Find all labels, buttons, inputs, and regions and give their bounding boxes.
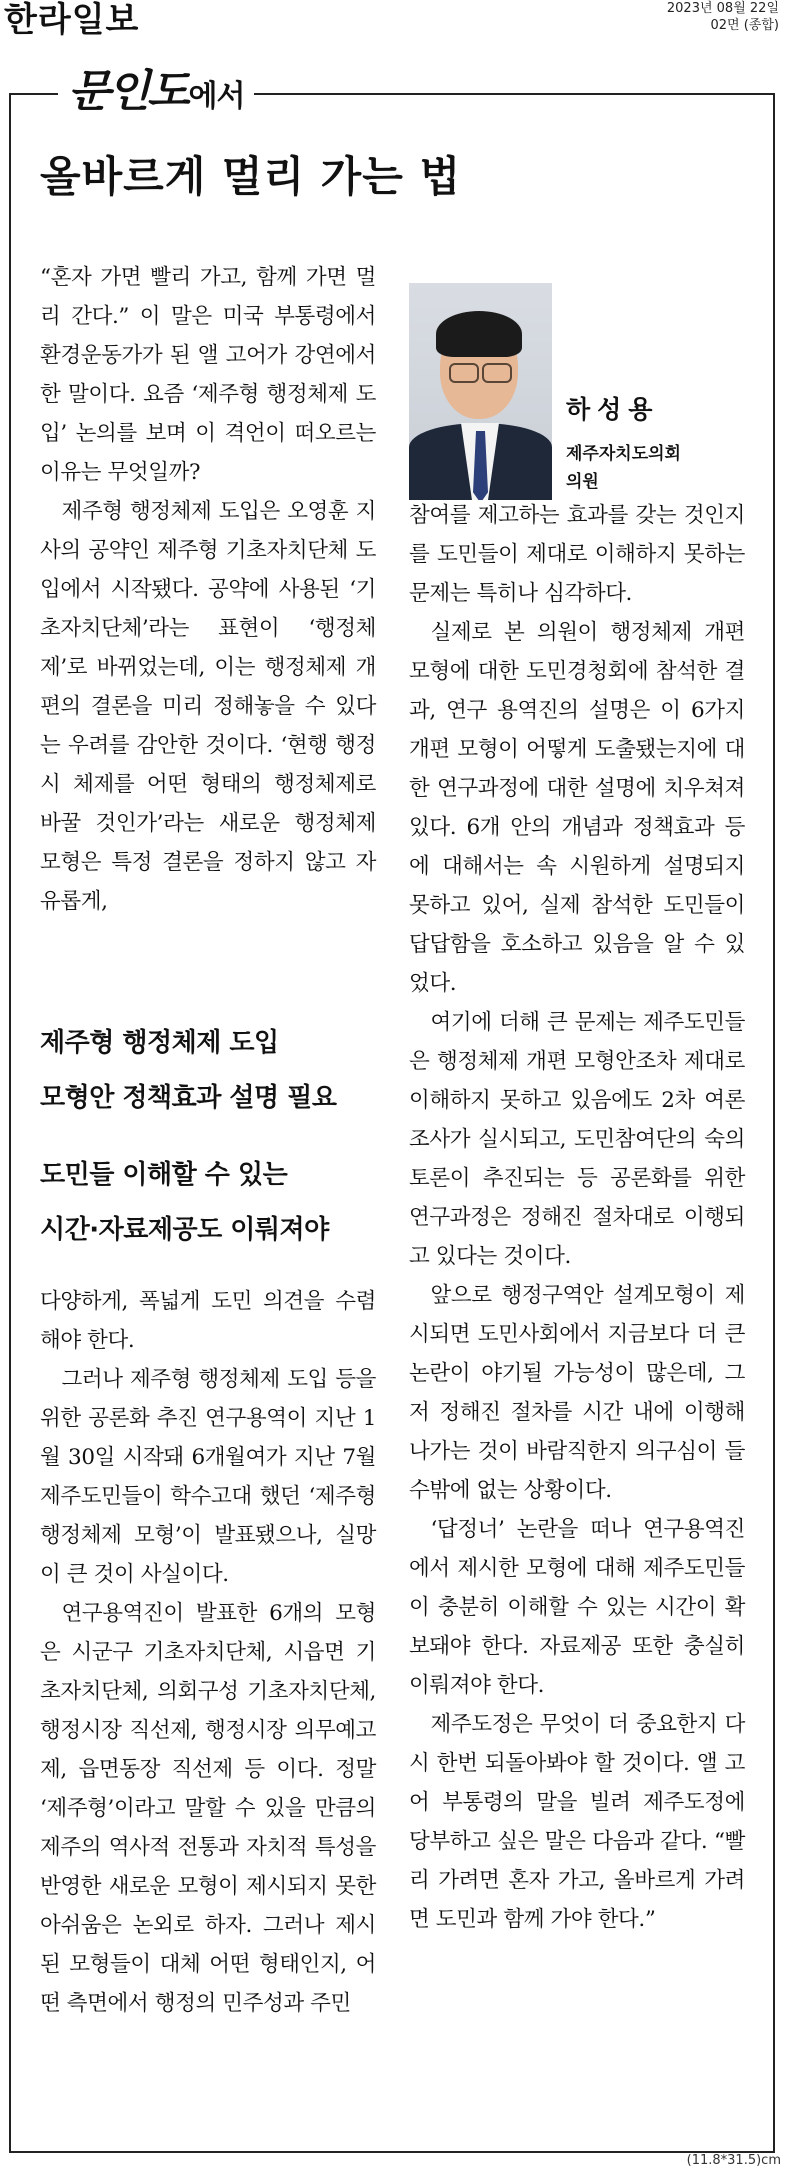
pull-quote-line: 모형안 정책효과 설명 필요 (40, 1083, 337, 1113)
pull-quote-line: 제주형 행정체제 도입 (40, 1028, 279, 1058)
paragraph: 참여를 제고하는 효과를 갖는 것인지를 도민들이 제대로 이해하지 못하는 문제는 특히나 심각하다. (409, 503, 745, 606)
pull-quote-line: 도민들 이해할 수 있는 (40, 1160, 288, 1190)
paragraph: 앞으로 행정구역안 설계모형이 제시되면 도민사회에서 지금보다 더 큰 논란이 야기될 가능성이 많은데, 그저 정해진 절차를 시간 내에 이행해 나가는 것이 바람직한지 의구심이 들 수밖에 없는 상황이다. (409, 1283, 745, 1503)
page-number: 02면 (종합) (710, 18, 779, 33)
section-tag (58, 66, 254, 118)
author-photo (409, 283, 552, 500)
paragraph: 연구용역진이 발표한 6개의 모형은 시군구 기초자치단체, 시읍면 기초자치단체, 의회구성 기초자치단체, 행정시장 직선제, 행정시장 의무예고제, 읍면동장 직선제 등 이다. 정말 ‘제주형’이라고 말할 수 있을 만큼의 제주의 역사적 전통과 자치적 특성을 반영한 새로운 모형이 제시되지 못한 아쉬움은 논외로 하자. 그러나 제시된 모형들이 대체 어떤 형태인지, 어떤 측면에서 행정의 민주성과 주민 (40, 1601, 376, 2016)
pull-quote-line: 시간·자료제공도 이뤄져야 (40, 1215, 329, 1245)
author-name: 하성용 (566, 395, 660, 424)
masthead (0, 0, 787, 44)
paragraph: 제주도정은 무엇이 더 중요한지 다시 한번 되돌아봐야 할 것이다. 앨 고어 부통령의 말을 빌려 제주도정에 당부하고 싶은 말은 다음과 같다. “빨리 가려면 혼자 가고, 올바르게 가려면 도민과 함께 가야 한다.” (409, 1712, 745, 1932)
publication-date: 2023년 08월 22일 (666, 1, 779, 16)
paragraph: 제주형 행정체제 도입은 오영훈 지사의 공약인 제주형 기초자치단체 도입에서 시작됐다. 공약에 사용된 ‘기초자치단체’라는 표현이 ‘행정체제’로 바뀌었는데, 이는 행정체제 개편의 결론을 미리 정해놓을 수 있다는 우려를 감안한 것이다. ‘현행 행정시 체제를 어떤 형태의 행정체제로 바꿀 것인가’라는 새로운 행정체제 모형은 특정 결론을 정하지 않고 자유롭게, (40, 499, 376, 914)
clipping-size: (11.8*31.5)cm (686, 2153, 781, 2168)
paragraph: ‘답정너’ 논란을 떠나 연구용역진에서 제시한 모형에 대해 제주도민들이 충분히 이해할 수 있는 시간이 확보돼야 한다. 자료제공 또한 충실히 이뤄져야 한다. (409, 1517, 745, 1698)
author-affiliation: 제주자치도의회 (566, 444, 681, 464)
paragraph: 그러나 제주형 행정체제 도입 등을 위한 공론화 추진 연구용역이 지난 1월 30일 시작돼 6개월여가 지난 7월 제주도민들이 학수고대 했던 ‘제주형 행정체제 모형’이 발표됐으나, 실망이 큰 것이 사실이다. (40, 1367, 376, 1587)
newspaper-logo: 한라일보 (4, 0, 140, 40)
article-column-2 (409, 496, 745, 1939)
article-column-1-bottom (40, 1282, 376, 2023)
paragraph: “혼자 가면 빨리 가고, 함께 가면 멀리 간다.” 이 말은 미국 부통령에서 환경운동가가 된 앨 고어가 강연에서 한 말이다. 요즘 ‘제주형 행정체제 도입’ 논의를 보며 이 격언이 떠오르는 이유는 무엇일까? (40, 265, 376, 485)
edition-info (667, 0, 779, 34)
section-name: 문인도 (68, 66, 187, 117)
article-column-1-top (40, 258, 376, 921)
paragraph: 여기에 더해 큰 문제는 제주도민들은 행정체제 개편 모형안조차 제대로 이해하지 못하고 있음에도 2차 여론조사가 실시되고, 도민참여단의 숙의토론이 추진되는 등 공론화를 위한 연구과정은 정해진 절차대로 이행되고 있다는 것이다. (409, 1010, 745, 1269)
article-headline: 올바르게 멀리 가는 법 (40, 152, 462, 201)
author-byline (566, 392, 681, 496)
author-role: 의원 (566, 472, 599, 492)
section-suffix: 에서 (188, 79, 245, 114)
pull-quote (40, 1016, 376, 1258)
paragraph: 다양하게, 폭넓게 도민 의견을 수렴해야 한다. (40, 1289, 376, 1353)
paragraph: 실제로 본 의원이 행정체제 개편 모형에 대한 도민경청회에 참석한 결과, 연구 용역진의 설명은 이 6가지 개편 모형이 어떻게 도출됐는지에 대한 연구과정에 대한 설명에 치우쳐져 있다. 6개 안의 개념과 정책효과 등에 대해서는 속 시원하게 설명되지 못하고 있어, 실제 참석한 도민들이 답답함을 호소하고 있음을 알 수 있었다. (409, 620, 745, 996)
